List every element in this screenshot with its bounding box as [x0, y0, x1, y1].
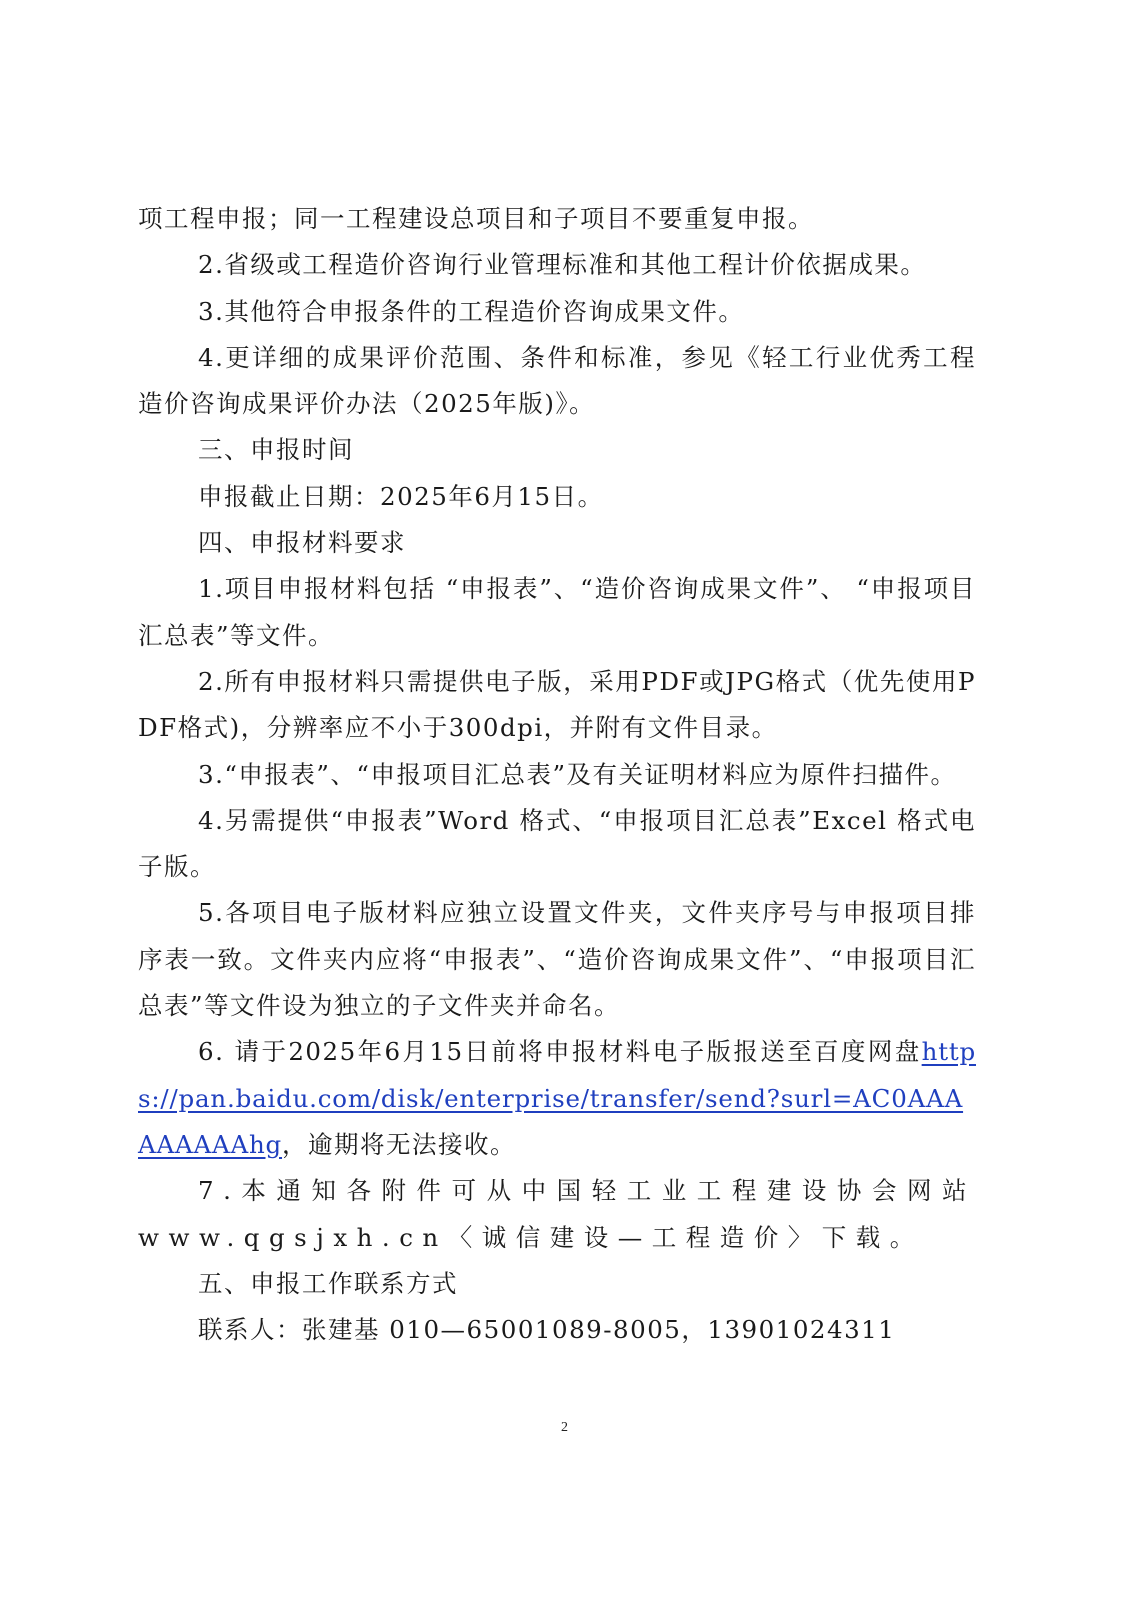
- paragraph-item-4: 4.更详细的成果评价范围、条件和标准，参见《轻工行业优秀工程造价咨询成果评价办法（2025年版)》。: [138, 342, 976, 419]
- requirement-6-text: 6. 请于2025年6月15日前将申报材料电子版报送至百度网盘: [198, 1037, 922, 1067]
- contact-line: 联系人：张建基 010—65001089-8005，13901024311: [198, 1315, 896, 1345]
- requirement-4: 4.另需提供“申报表”Word 格式、“申报项目汇总表”Excel 格式电子版。: [138, 805, 976, 882]
- page-number: 2: [561, 1420, 568, 1435]
- section-heading-3: 三、申报时间: [198, 435, 354, 465]
- document-body: [138, 196, 976, 1353]
- deadline-text: 申报截止日期：2025年6月15日。: [198, 481, 604, 511]
- requirement-1: 1.项目申报材料包括 “申报表”、“造价咨询成果文件”、 “申报项目汇总表”等文件。: [138, 574, 976, 650]
- section-heading-4: 四、申报材料要求: [198, 528, 406, 558]
- paragraph-continuation: 项工程申报；同一工程建设总项目和子项目不要重复申报。: [138, 204, 814, 233]
- section-heading-5: 五、申报工作联系方式: [198, 1268, 458, 1298]
- requirement-5: 5.各项目电子版材料应独立设置文件夹，文件夹序号与申报项目排序表一致。文件夹内应将“申报表”、“造价咨询成果文件”、“申报项目汇总表”等文件设为独立的子文件夹并命名。: [138, 898, 976, 1021]
- requirement-6: [138, 1029, 976, 1168]
- requirement-3: 3.“申报表”、“申报项目汇总表”及有关证明材料应为原件扫描件。: [198, 759, 957, 789]
- requirement-2: 2.所有申报材料只需提供电子版，采用PDF或JPG格式（优先使用PDF格式)，分辨率应不小于300dpi，并附有文件目录。: [138, 666, 976, 743]
- requirement-6-suffix: ，逾期将无法接收。: [282, 1129, 517, 1159]
- paragraph-item-3: 3.其他符合申报条件的工程造价咨询成果文件。: [198, 296, 745, 326]
- baidu-pan-link[interactable]: https://pan.baidu.com/disk/enterprise/transfer/send?surl=AC0AAAAAAAAAhg: [138, 1037, 976, 1159]
- paragraph-item-2: 2.省级或工程造价咨询行业管理标准和其他工程计价依据成果。: [198, 250, 927, 280]
- requirement-7: 7.本通知各附件可从中国轻工业工程建设协会网站www.qgsjxh.cn〈诚信建设—工程造价〉下载。: [138, 1176, 976, 1252]
